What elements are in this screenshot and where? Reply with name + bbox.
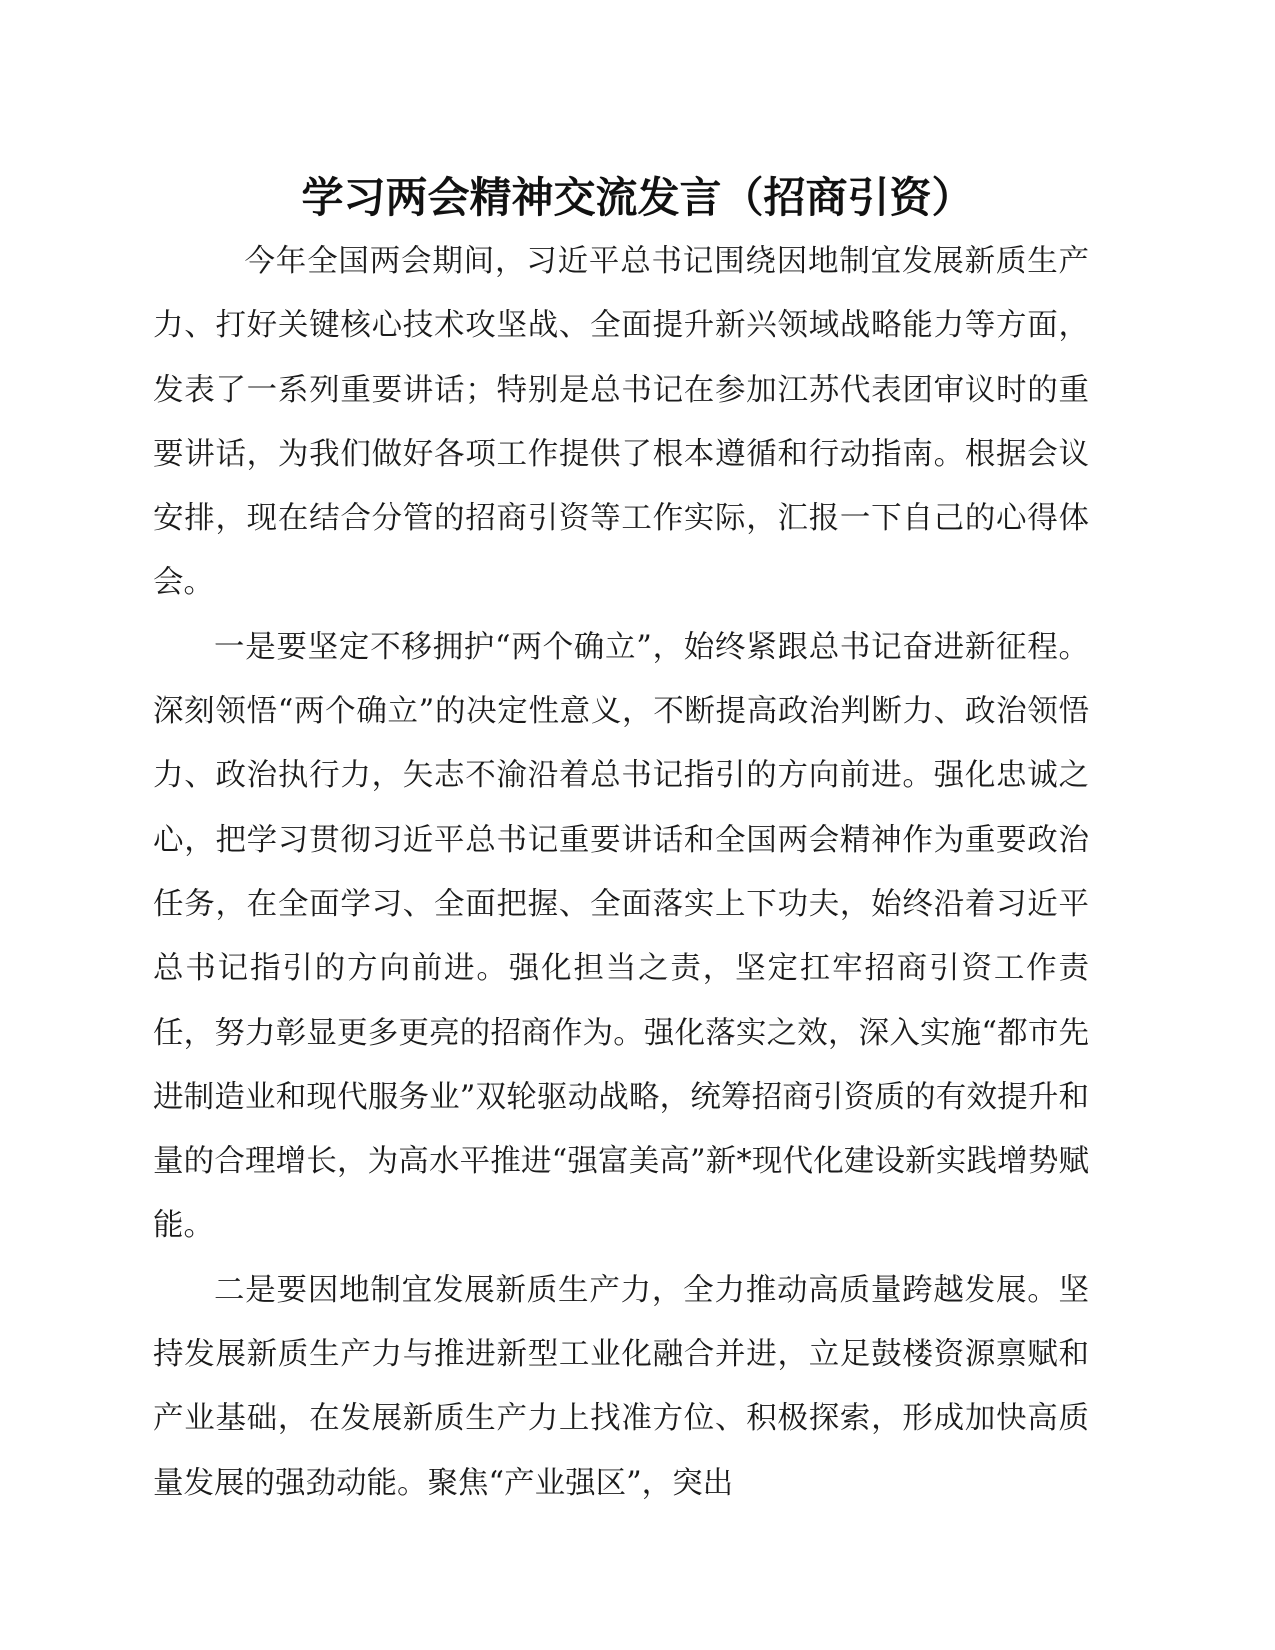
document-title: 学习两会精神交流发言（招商引资） <box>301 173 974 222</box>
paragraph-point-one: 一是要坚定不移拥护“两个确立”，始终紧跟总书记奋进新征程。深刻领悟“两个确立”的决定性意义，不断提高政治判断力、政治领悟力、政治执行力，矢志不渝沿着总书记指引的方向前进。强化忠诚之心，把学习贯彻习近平总书记重要讲话和全国两会精神作为重要政治任务，在全面学习、全面把握、全面落实上下功夫，始终沿着习近平总书记指引的方向前进。强化担当之责，坚定扛牢招商引资工作责任，努力彰显更多更亮的招商作为。强化落实之效，深入实施“都市先进制造业和现代服务业”双轮驱动战略，统筹招商引资质的有效提升和量的合理增长，为高水平推进“强富美高”新*现代化建设新实践增势赋能。 <box>153 629 1089 1244</box>
paragraph-intro: 今年全国两会期间，习近平总书记围绕因地制宜发展新质生产力、打好关键核心技术攻坚战、全面提升新兴领域战略能力等方面，发表了一系列重要讲话；特别是总书记在参加江苏代表团审议时的重要讲话，为我们做好各项工作提供了根本遵循和行动指南。根据会议安排，现在结合分管的招商引资等工作实际，汇报一下自己的心得体会。 <box>153 244 1089 601</box>
paragraph-point-two: 二是要因地制宜发展新质生产力，全力推动高质量跨越发展。坚持发展新质生产力与推进新型工业化融合并进，立足鼓楼资源禀赋和产业基础，在发展新质生产力上找准方位、积极探索，形成加快高质量发展的强劲动能。聚焦“产业强区”，突出 <box>153 1272 1089 1501</box>
document-body <box>153 230 1089 1516</box>
